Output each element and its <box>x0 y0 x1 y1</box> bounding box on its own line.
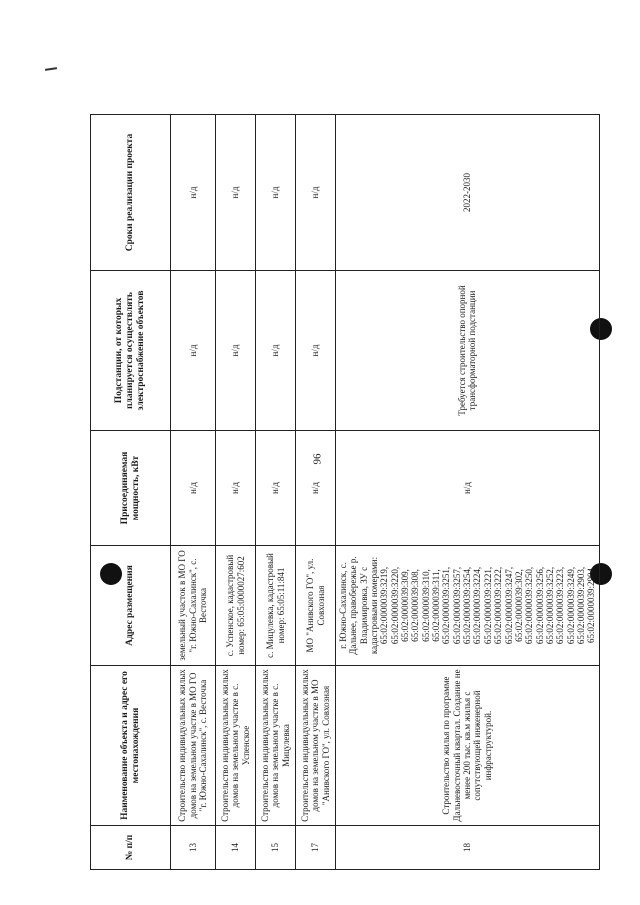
page-number: 96 <box>311 453 324 465</box>
table-row <box>171 115 216 870</box>
row-substation: н/д <box>171 271 216 431</box>
row-power: н/д <box>171 431 216 546</box>
row-num: 13 <box>171 826 216 870</box>
row-power: н/д <box>216 431 256 546</box>
energy-supply-table <box>90 114 600 870</box>
row-name: Строительство жилья по программе Дальневосточный квартал. Создание не менее 200 тыс. кв.м жилья с сопутствующей инженерной инфраструктурой. <box>336 666 600 826</box>
header-power: Присоединяемая мощность, кВт <box>91 431 171 546</box>
table-row <box>296 115 336 870</box>
rotated-table-container <box>90 115 595 870</box>
row-substation: н/д <box>216 271 256 431</box>
row-address: г. Южно-Сахалинск, с. Дальнее, правобережье р. Владимировка, ЗУ с кадастровыми номерами: 65:02:0000039:3219, 65:02:0000039:3220, 65:02:0000039:309, 65:02:0000039:308, 65:02:0000039:310, 65:02:0000039:311, 65:02:0000039:3251, 65:02:0000039:3257, 65:02:0000039:3254, 65:02:0000039:3224, 65:02:0000039:3221, 65:02:0000039:3222, 65:02:0000039:3247, 65:02:0000039:302, 65:02:0000039:3250, 65:02:0000039:3256, 65:02:0000039:3252, 65:02:0000039:3223, 65:02:0000039:3249, 65:02:0000039:2903, 65:02:0000039:2904 <box>336 546 600 666</box>
header-num: № п/п <box>91 826 171 870</box>
header-row <box>91 115 171 870</box>
header-terms: Сроки реализации проекта <box>91 115 171 271</box>
row-address: с. Мицулевка, кадастровый номер: 65:05:11:841 <box>256 546 296 666</box>
row-address: МО "Анивского ГО", ул. Совхозная <box>296 546 336 666</box>
table-row <box>256 115 296 870</box>
row-address: земельный участок в МО ГО "г. Южно-Сахалинск", с. Весточка <box>171 546 216 666</box>
row-num: 14 <box>216 826 256 870</box>
row-num: 15 <box>256 826 296 870</box>
header-substation: Подстанции, от которых планируется осуществлять электроснабжение объектов <box>91 271 171 431</box>
row-name: Строительство индивидуальных жилых домов на земельном участке в МО "Анивского ГО", ул. Совхозная <box>296 666 336 826</box>
row-num: 17 <box>296 826 336 870</box>
row-num: 18 <box>336 826 600 870</box>
row-power: н/д <box>256 431 296 546</box>
row-substation: Требуется строительство опорной трансформаторной подстанции <box>336 271 600 431</box>
row-substation: н/д <box>256 271 296 431</box>
row-name: Строительство индивидуальных жилых домов на земельном участке в с. Успенское <box>216 666 256 826</box>
header-name: Наименование объекта и адрес его местонахождения <box>91 666 171 826</box>
row-address: с. Успенское, кадастровый номер: 65:05:0000027:602 <box>216 546 256 666</box>
row-power: н/д <box>296 431 336 546</box>
table-row <box>336 115 600 870</box>
row-terms: н/д <box>216 115 256 271</box>
row-name: Строительство индивидуальных жилых домов на земельном участке в МО ГО "г. Южно-Сахалинск", с. Весточка <box>171 666 216 826</box>
row-terms: н/д <box>296 115 336 271</box>
table-row <box>216 115 256 870</box>
row-terms: н/д <box>171 115 216 271</box>
header-address: Адрес размещения <box>91 546 171 666</box>
row-terms: н/д <box>256 115 296 271</box>
row-substation: н/д <box>296 271 336 431</box>
row-power: н/д <box>336 431 600 546</box>
row-name: Строительство индивидуальных жилых домов на земельном участке в с. Мицулевка <box>256 666 296 826</box>
row-terms: 2022-2030 <box>336 115 600 271</box>
scan-mark <box>45 67 57 71</box>
